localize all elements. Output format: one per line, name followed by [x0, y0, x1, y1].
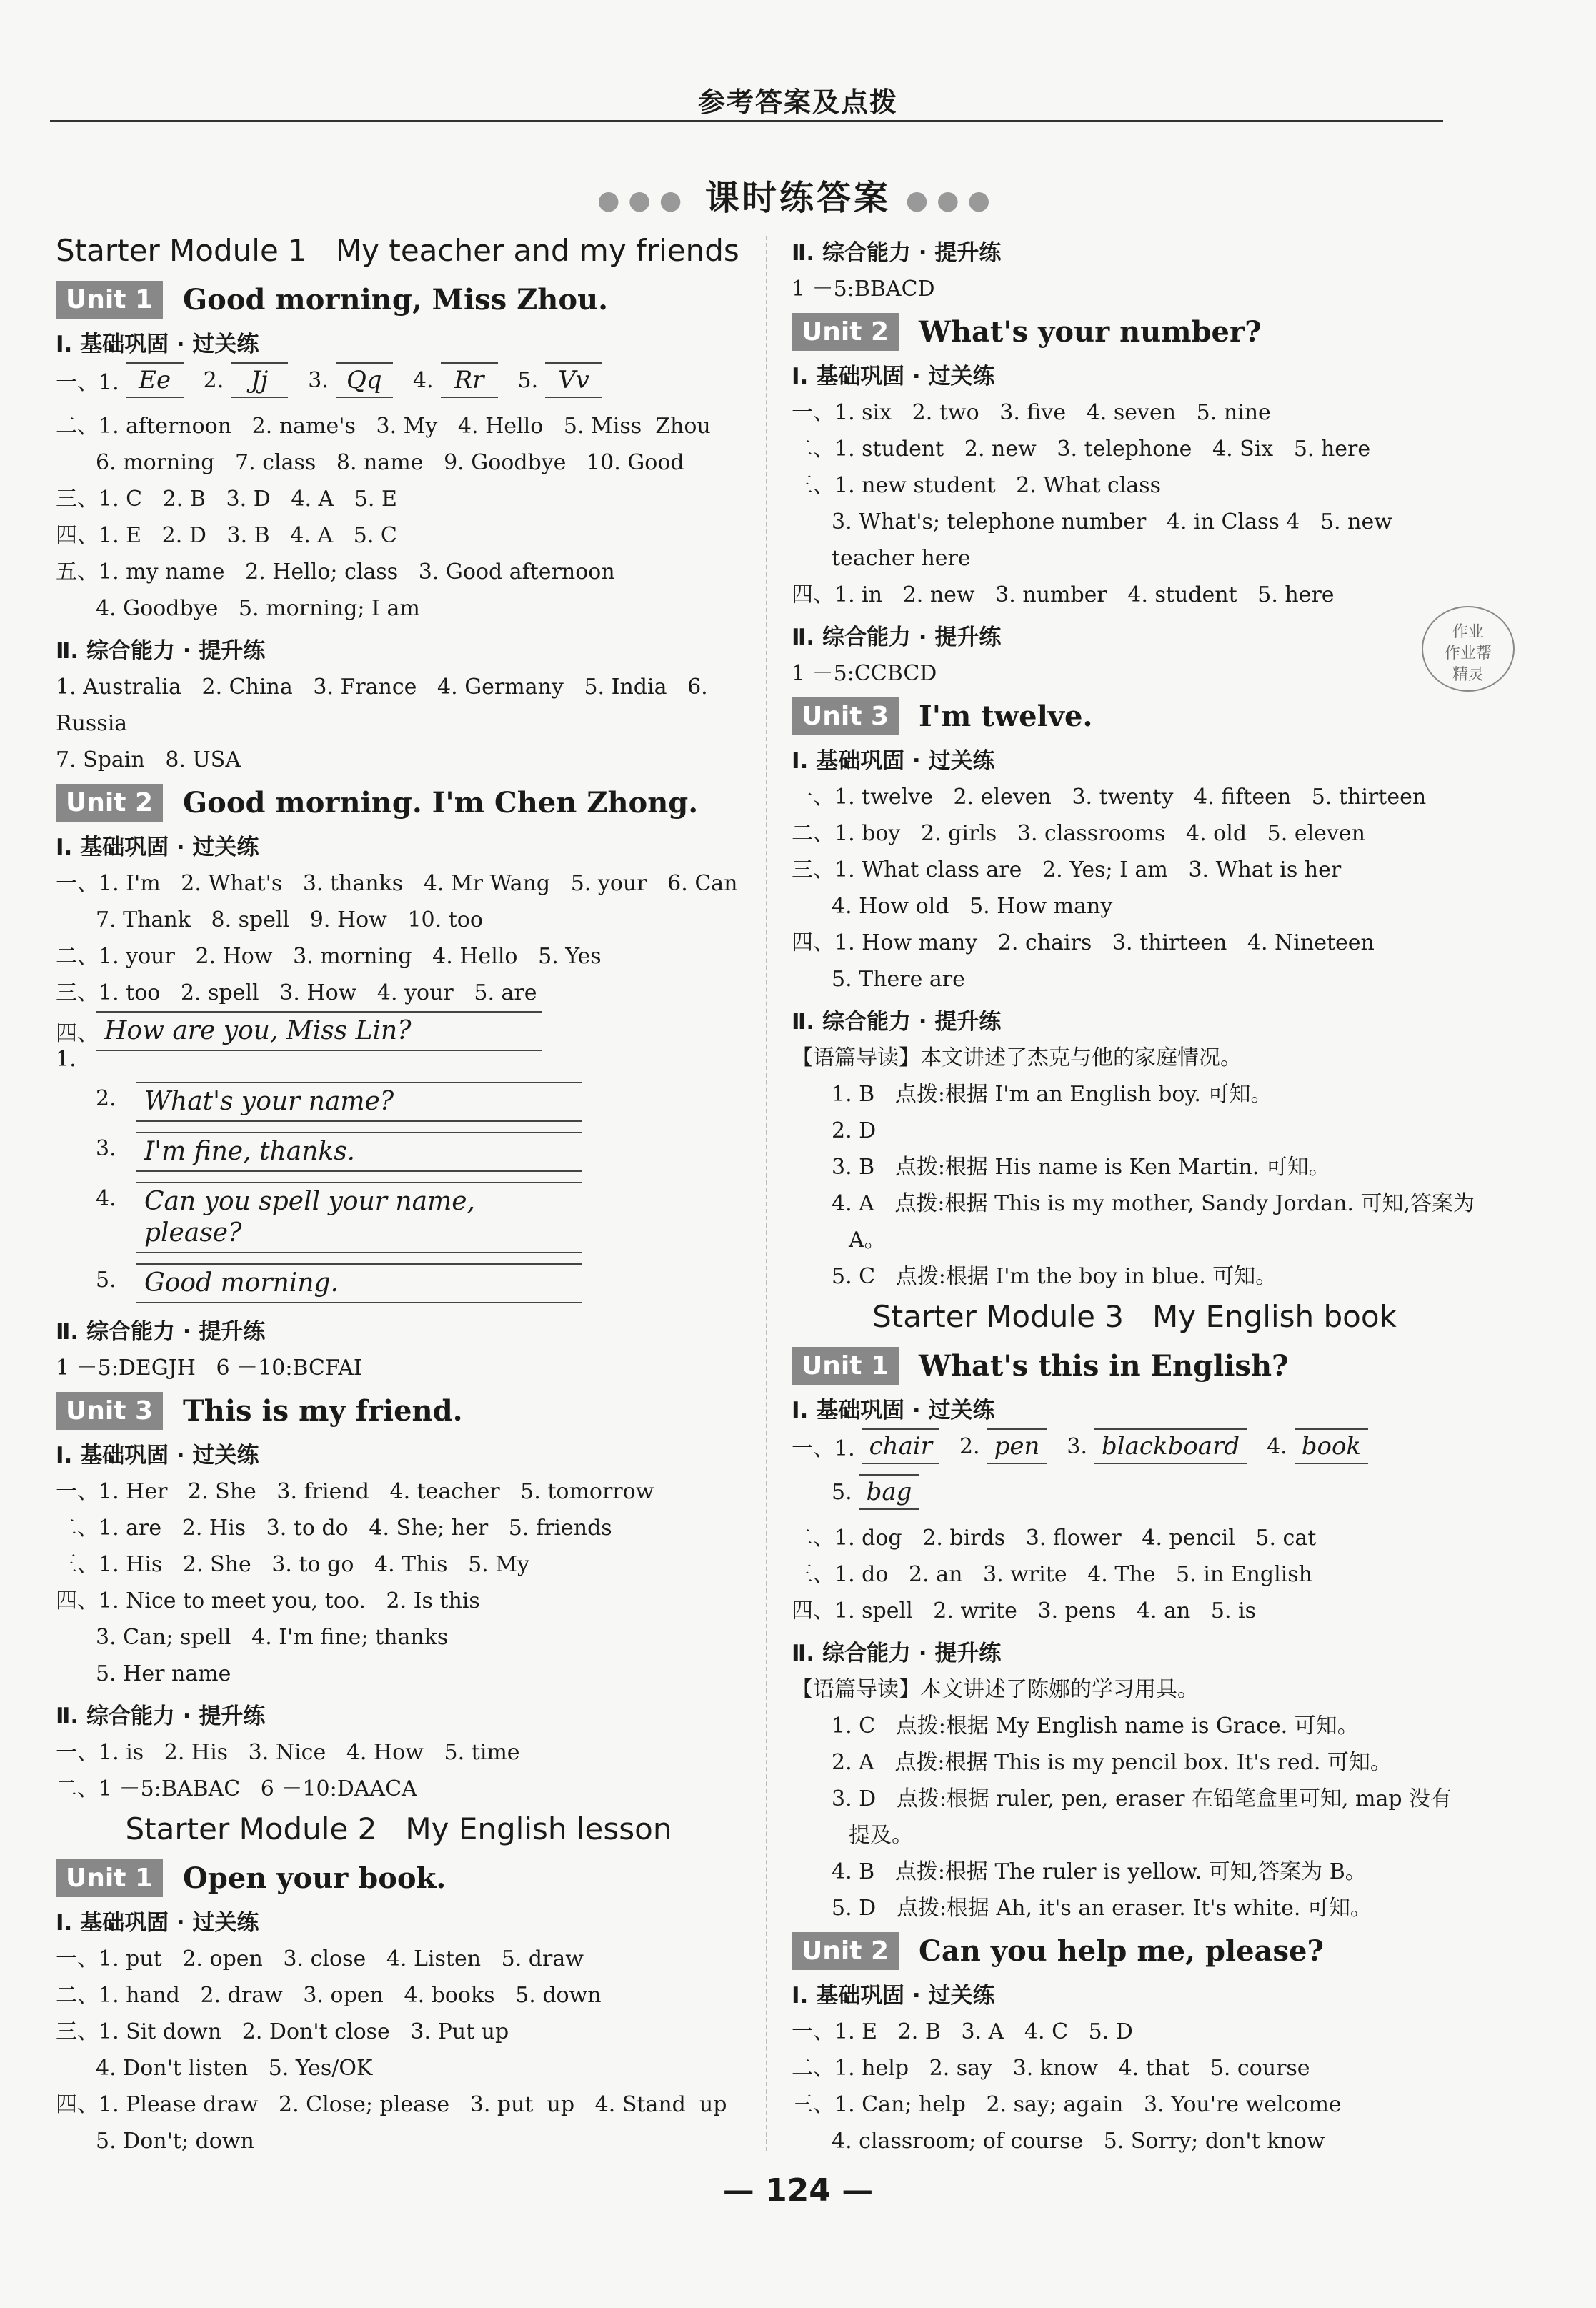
answer-line: 一、1. twelve 2. eleven 3. twenty 4. fifteen 5. thirteen — [792, 785, 1427, 810]
answer-line: 四、1. in 2. new 3. number 4. student 5. here — [792, 582, 1335, 607]
unit-title: Good morning, Miss Zhou. — [183, 283, 609, 317]
section-heading: Ⅰ. 基础巩固 · 过关练 — [56, 1910, 259, 1936]
left-column — [56, 229, 742, 2159]
answer-line: A。 — [849, 1228, 886, 1253]
item-number: 四、1. — [56, 1021, 99, 1072]
page-title: 课时练答案 — [704, 178, 891, 218]
answer-line: 四、1. E 2. D 3. B 4. A 5. C — [56, 523, 397, 548]
reading-guide: 【语篇导读】本文讲述了杰克与他的家庭情况。 — [792, 1045, 1242, 1070]
item-number: 4. — [96, 1186, 116, 1211]
stamp-text-mid: 作业帮 — [1444, 645, 1492, 662]
answer-line: 一、1. six 2. two 3. five 4. seven 5. nine — [792, 400, 1271, 425]
unit-badge: Unit 1 — [56, 281, 163, 319]
answer-line: 一、1. put 2. open 3. close 4. Listen 5. draw — [56, 1946, 584, 1971]
item-number: 4. — [1267, 1433, 1287, 1459]
handwritten-sentence: What's your name? — [136, 1082, 582, 1122]
decorative-dots-left: ●●● — [597, 185, 691, 215]
answer-line: 二、1. afternoon 2. name's 3. My 4. Hello 5. Miss Zhou — [56, 414, 711, 439]
handwritten-sentence: How are you, Miss Lin? — [96, 1011, 542, 1051]
answer-line: 1. C 点拨:根据 My English name is Grace. 可知。 — [832, 1713, 1359, 1739]
header-rule — [50, 120, 1443, 122]
answer-line: 1 －5:BBACD — [792, 277, 935, 302]
handwritten-sentence: I'm fine, thanks. — [136, 1132, 582, 1172]
handwritten-sentence-row — [56, 1011, 742, 1072]
module-heading: Starter Module 2 My English lesson — [125, 1811, 672, 1846]
handwritten-answer: blackboard — [1094, 1428, 1247, 1464]
unit-badge: Unit 1 — [792, 1347, 899, 1385]
answer-line: 4. B 点拨:根据 The ruler is yellow. 可知,答案为 B。 — [832, 1859, 1367, 1884]
answer-line: 1 －5:CCBCD — [792, 661, 937, 686]
stamp-text-bottom: 精灵 — [1452, 666, 1484, 684]
answer-line: 二、1 －5:BABAC 6 －10:DAACA — [56, 1776, 417, 1801]
section-heading: Ⅰ. 基础巩固 · 过关练 — [56, 1443, 259, 1468]
answer-line: 4. A 点拨:根据 This is my mother, Sandy Jordan. 可知,答案为 — [832, 1191, 1475, 1216]
section-heading: Ⅱ. 综合能力 · 提升练 — [792, 240, 1002, 266]
answer-line: 五、1. my name 2. Hello; class 3. Good afternoon — [56, 559, 615, 585]
section-heading: Ⅰ. 基础巩固 · 过关练 — [792, 1983, 995, 2009]
handwritten-answer: Qq — [336, 362, 393, 398]
answer-line: 一、1. I'm 2. What's 3. thanks 4. Mr Wang 5. your 6. Can — [56, 871, 738, 896]
answer-line: 5. C 点拨:根据 I'm the boy in blue. 可知。 — [832, 1264, 1277, 1289]
section-heading: Ⅱ. 综合能力 · 提升练 — [56, 1319, 266, 1345]
answer-line: 三、1. C 2. B 3. D 4. A 5. E — [56, 487, 397, 512]
answer-line: 三、1. Can; help 2. say; again 3. You're welcome — [792, 2092, 1342, 2117]
unit-badge: Unit 3 — [56, 1392, 163, 1430]
column-divider — [766, 236, 767, 2151]
item-number: 5. — [96, 1268, 116, 1293]
item-number: 3. — [96, 1136, 116, 1161]
answer-line: 7. Thank 8. spell 9. How 10. too — [96, 907, 483, 932]
item-number: 5. — [832, 1479, 852, 1505]
unit-title: What's your number? — [919, 315, 1262, 349]
unit-badge: Unit 2 — [792, 1932, 899, 1970]
section-heading: Ⅱ. 综合能力 · 提升练 — [792, 1641, 1002, 1666]
section-heading: Ⅱ. 综合能力 · 提升练 — [792, 625, 1002, 650]
unit-header — [56, 1859, 742, 1897]
item-number: 3. — [308, 367, 329, 393]
answer-line: 5. There are — [832, 967, 965, 992]
item-number: 3. — [1067, 1433, 1088, 1459]
answer-line: 二、1. help 2. say 3. know 4. that 5. course — [792, 2056, 1310, 2081]
answer-line: 3. What's; telephone number 4. in Class 4 5. new teacher here — [832, 509, 1400, 571]
unit-badge: Unit 1 — [56, 1859, 163, 1897]
handwritten-sentence: Can you spell your name, please? — [136, 1182, 582, 1253]
answer-line: 1 －5:DEGJH 6 －10:BCFAI — [56, 1356, 362, 1381]
answer-line: 提及。 — [849, 1823, 913, 1848]
section-heading: Ⅱ. 综合能力 · 提升练 — [56, 638, 266, 664]
section-heading: Ⅰ. 基础巩固 · 过关练 — [792, 1398, 995, 1423]
section-heading: Ⅰ. 基础巩固 · 过关练 — [792, 364, 995, 389]
handwritten-answer: bag — [859, 1474, 919, 1510]
answer-line: 三、1. too 2. spell 3. How 4. your 5. are — [56, 980, 537, 1005]
module-heading: Starter Module 1 My teacher and my friends — [56, 233, 739, 268]
handwriting-letters — [56, 362, 742, 398]
unit-title: Open your book. — [183, 1861, 447, 1895]
answer-line: 4. classroom; of course 5. Sorry; don't know — [832, 2129, 1325, 2154]
section-heading: Ⅱ. 综合能力 · 提升练 — [56, 1703, 266, 1729]
unit-badge: Unit 2 — [792, 313, 899, 351]
item-number: 5. — [517, 367, 539, 393]
handwritten-answer: book — [1295, 1428, 1368, 1464]
answer-line: 2. A 点拨:根据 This is my pencil box. It's red. 可知。 — [832, 1750, 1392, 1775]
answer-line: 四、1. Nice to meet you, too. 2. Is this — [56, 1588, 480, 1613]
item-number: 2. — [203, 367, 224, 393]
answer-line: 三、1. Sit down 2. Don't close 3. Put up — [56, 2019, 509, 2044]
answer-line: 1. B 点拨:根据 I'm an English boy. 可知。 — [832, 1082, 1272, 1107]
section-heading: Ⅰ. 基础巩固 · 过关练 — [792, 748, 995, 774]
page-number: — 124 — — [722, 2172, 874, 2209]
handwritten-sentence: Good morning. — [136, 1263, 582, 1303]
right-column — [792, 229, 1477, 2159]
module-heading: Starter Module 3 My English book — [872, 1299, 1397, 1334]
answer-line: 3. B 点拨:根据 His name is Ken Martin. 可知。 — [832, 1155, 1330, 1180]
handwritten-sentence-row — [56, 1132, 742, 1172]
handwritten-answer: Ee — [126, 362, 184, 398]
answer-line: 二、1. dog 2. birds 3. flower 4. pencil 5. cat — [792, 1526, 1317, 1551]
item-number: 4. — [412, 367, 434, 393]
answer-line: 二、1. student 2. new 3. telephone 4. Six 5. here — [792, 437, 1371, 462]
handwriting-words — [792, 1428, 1477, 1464]
unit-badge: Unit 3 — [792, 697, 899, 735]
answer-line: 6. morning 7. class 8. name 9. Goodbye 10. Good — [96, 450, 684, 475]
answer-line: 三、1. His 2. She 3. to go 4. This 5. My — [56, 1552, 529, 1577]
page-title-row — [0, 170, 1596, 219]
unit-header — [792, 1347, 1477, 1385]
answer-line: 7. Spain 8. USA — [56, 747, 241, 772]
answer-line: 5. D 点拨:根据 Ah, it's an eraser. It's white. 可知。 — [832, 1896, 1372, 1921]
stamp-text-top: 作业 — [1452, 623, 1484, 641]
answer-line: 一、1. is 2. His 3. Nice 4. How 5. time — [56, 1740, 520, 1765]
handwritten-answer: Vv — [545, 362, 602, 398]
unit-badge: Unit 2 — [56, 784, 163, 822]
section-heading: Ⅱ. 综合能力 · 提升练 — [792, 1009, 1002, 1035]
unit-header — [792, 313, 1477, 351]
handwritten-answer: Jj — [231, 362, 288, 398]
unit-title: Good morning. I'm Chen Zhong. — [183, 786, 699, 820]
unit-title: I'm twelve. — [919, 700, 1093, 733]
unit-header — [792, 1932, 1477, 1970]
answer-line: 4. How old 5. How many — [832, 894, 1113, 919]
answer-line: 3. D 点拨:根据 ruler, pen, eraser 在铅笔盒里可知, map 没有 — [832, 1786, 1452, 1811]
item-number: 一、1. — [792, 1436, 855, 1461]
answer-line: 5. Her name — [96, 1661, 231, 1686]
answer-line: 三、1. do 2. an 3. write 4. The 5. in English — [792, 1562, 1312, 1587]
answer-line: 5. Don't; down — [96, 2129, 254, 2154]
answer-line: 二、1. your 2. How 3. morning 4. Hello 5. Yes — [56, 944, 602, 969]
answer-line: 1. Australia 2. China 3. France 4. Germany 5. India 6. Russia — [56, 675, 715, 736]
answer-line: 2. D — [832, 1118, 877, 1143]
answer-line: 一、1. Her 2. She 3. friend 4. teacher 5. tomorrow — [56, 1479, 654, 1504]
handwritten-sentence-row — [56, 1082, 742, 1122]
section-heading: Ⅰ. 基础巩固 · 过关练 — [56, 332, 259, 357]
section-heading: Ⅰ. 基础巩固 · 过关练 — [56, 835, 259, 860]
answer-line: 3. Can; spell 4. I'm fine; thanks — [96, 1625, 449, 1650]
unit-header — [56, 784, 742, 822]
unit-title: Can you help me, please? — [919, 1934, 1324, 1968]
answer-line: 一、1. E 2. B 3. A 4. C 5. D — [792, 2019, 1133, 2044]
handwritten-answer: Rr — [441, 362, 498, 398]
answer-line: 二、1. boy 2. girls 3. classrooms 4. old 5. eleven — [792, 821, 1365, 846]
unit-title: This is my friend. — [183, 1394, 463, 1428]
handwritten-answer: pen — [987, 1428, 1047, 1464]
item-number: 2. — [959, 1433, 980, 1459]
unit-header — [56, 281, 742, 319]
decorative-dots-right: ●●● — [905, 185, 999, 215]
answer-line: 四、1. How many 2. chairs 3. thirteen 4. Nineteen — [792, 930, 1375, 955]
handwriting-words — [792, 1474, 1477, 1510]
answer-line: 四、1. Please draw 2. Close; please 3. put up 4. Stand up — [56, 2092, 727, 2117]
answer-line: 4. Don't listen 5. Yes/OK — [96, 2056, 373, 2081]
running-header: 参考答案及点拨 — [697, 86, 898, 118]
item-number: 一、1. — [56, 370, 119, 395]
handwritten-sentence-row — [56, 1182, 742, 1253]
reading-guide: 【语篇导读】本文讲述了陈娜的学习用具。 — [792, 1677, 1199, 1702]
unit-header — [56, 1392, 742, 1430]
answer-line: 4. Goodbye 5. morning; I am — [96, 596, 420, 621]
answer-line: 二、1. are 2. His 3. to do 4. She; her 5. friends — [56, 1516, 612, 1541]
item-number: 2. — [96, 1086, 116, 1111]
handwritten-sentence-row — [56, 1263, 742, 1303]
handwritten-answer: chair — [862, 1428, 939, 1464]
unit-title: What's this in English? — [919, 1349, 1289, 1383]
answer-line: 四、1. spell 2. write 3. pens 4. an 5. is — [792, 1598, 1257, 1623]
answer-line: 二、1. hand 2. draw 3. open 4. books 5. down — [56, 1983, 602, 2008]
answer-line: 三、1. What class are 2. Yes; I am 3. What is her — [792, 857, 1342, 882]
answer-line: 三、1. new student 2. What class — [792, 473, 1162, 498]
unit-header — [792, 697, 1477, 735]
